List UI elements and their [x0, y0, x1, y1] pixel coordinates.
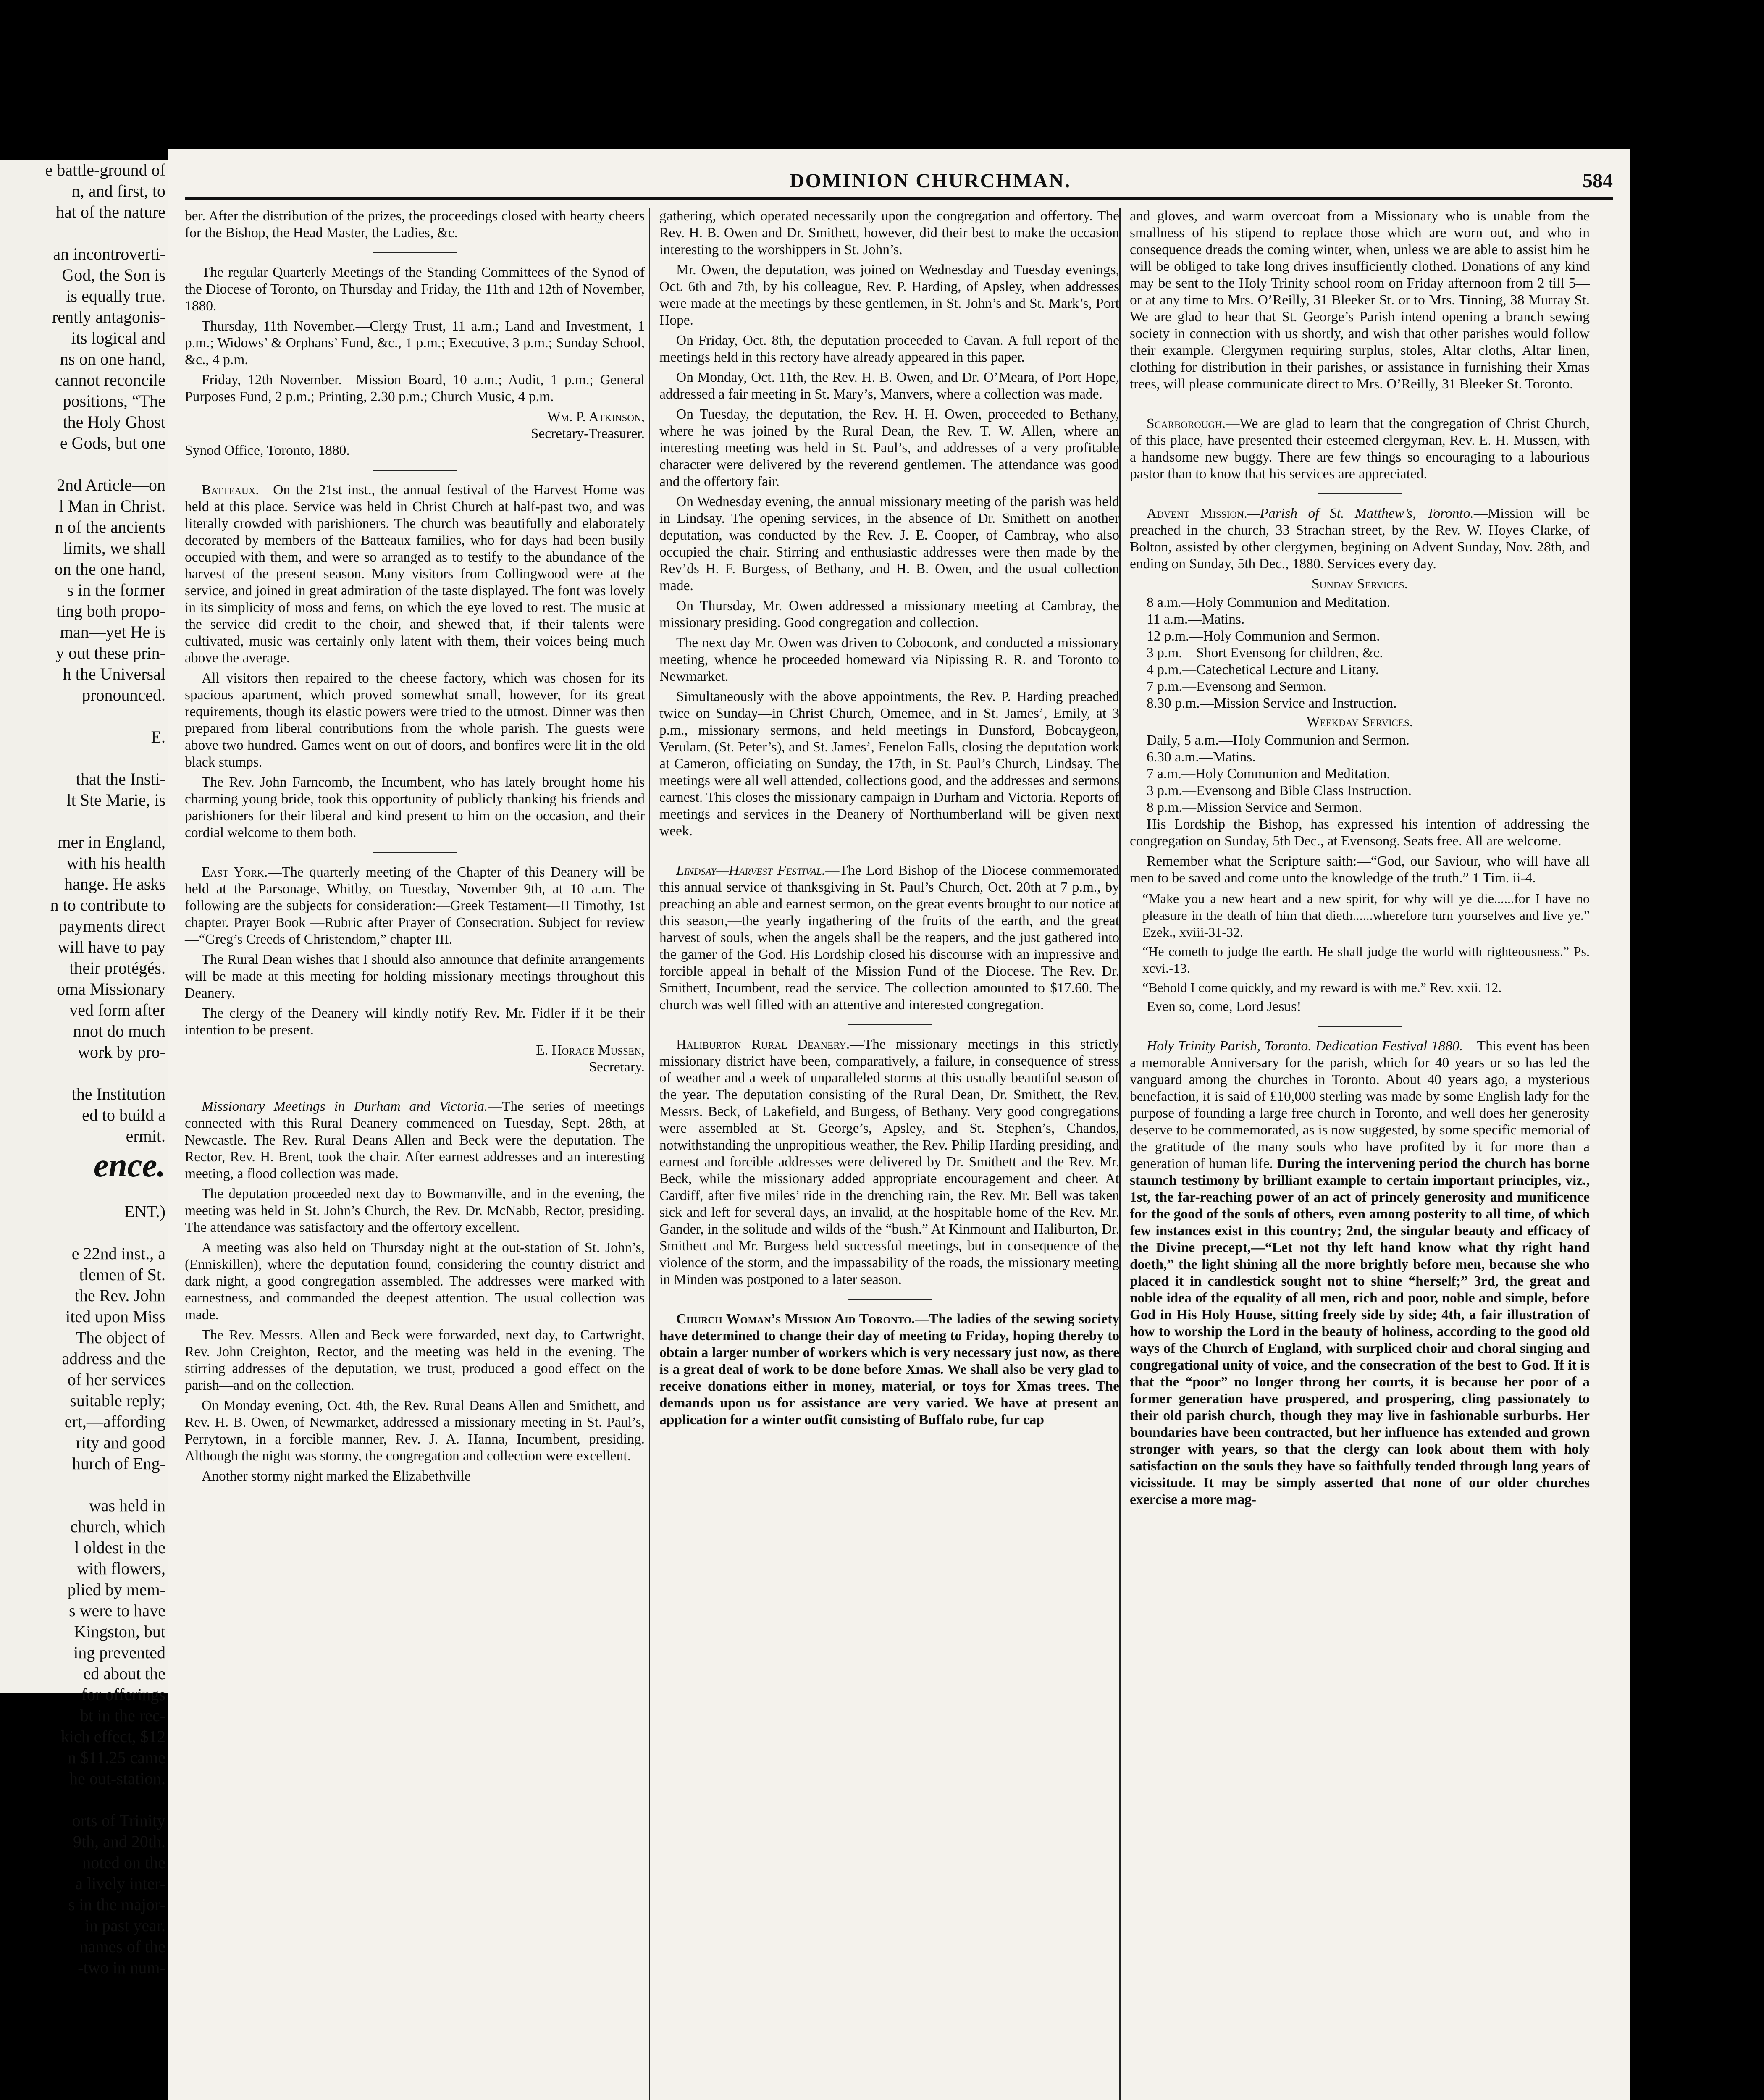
adjacent-page-fragment: mer in England,: [58, 832, 165, 851]
adjacent-page-fragment: man—yet He is: [60, 622, 165, 641]
column-3: [1130, 208, 1590, 2100]
adjacent-page-fragment: h the Universal: [63, 664, 165, 683]
signature: E. Horace Mussen,: [536, 1042, 645, 1058]
adjacent-page-fragment: on the one hand,: [54, 559, 165, 578]
article-paragraph: The deputation proceeded next day to Bowmanville, and in the evening, the meeting was held in St. John’s Church, the Rev. Dr. McNabb, Rector, presiding. The attendance was satisfactory and the offertory excellent.: [185, 1186, 645, 1235]
adjacent-page-fragment: Kingston, but: [74, 1622, 165, 1641]
adjacent-page-fragment: The object of: [76, 1328, 165, 1347]
article-text: —We are glad to learn that the congregation of Christ Church, of this place, have presented their esteemed clergyman, Rev. E. H. Mussen, with a handsome new buggy. There are few things so encouraging to a labourious pastor than to know that his services are appreciated.: [1130, 416, 1590, 482]
schedule-item: 8 p.m.—Mission Service and Sermon.: [1147, 800, 1362, 815]
article-heading: East York.: [202, 864, 268, 880]
article-paragraph: Mr. Owen, the deputation, was joined on Wednesday and Tuesday evenings, Oct. 6th and 7th, by his colleague, Rev. P. Harding, of Apsley, when addresses were made at the meetings by these gentlemen, in St. John’s and St. Mark’s, Port Hope.: [659, 262, 1119, 328]
schedule-item: 7 a.m.—Holy Communion and Meditation.: [1147, 766, 1390, 782]
adjacent-page-fragment: nnot do much: [73, 1021, 165, 1040]
column-1: [185, 208, 645, 2100]
column-divider: [649, 208, 650, 2100]
article-text: —The ladies of the sewing society have determined to change their day of meeting to Friday, hoping thereby to obtain a larger number of workers which is very necessary just now, as there is a great deal of work to be done before Xmas. We shall also be very glad to receive donations either in money, material, or toys for Xmas trees. The demands upon us for assistance are very varied. We have at present an application for a winter outfit consisting of Buffalo robe, fur cap: [659, 1311, 1119, 1428]
adjacent-page-fragment: ermit.: [126, 1126, 165, 1145]
article-paragraph: His Lordship the Bishop, has expressed his intention of addressing the congregation on Sunday, 5th Dec., at Evensong. Seats free. All are welcome.: [1130, 816, 1590, 849]
adjacent-page-fragment: pronounced.: [82, 685, 165, 704]
adjacent-page-fragment: e battle-ground of: [45, 160, 165, 179]
article-paragraph: The regular Quarterly Meetings of the Standing Committees of the Synod of the Diocese of Toronto, on Thursday and Friday, the 11th and 12th of November, 1880.: [185, 265, 645, 314]
article-paragraph: Thursday, 11th November.—Clergy Trust, 11 a.m.; Land and Investment, 1 p.m.; Widows’ & Orphans’ Fund, &c., 1 p.m.; Executive, 3 p.m.; Sunday School, &c., 4 p.m.: [185, 318, 645, 368]
adjacent-page-fragment: positions, “The: [63, 391, 165, 410]
adjacent-page-fragment: s were to have: [69, 1601, 165, 1620]
article-paragraph: Remember what the Scripture saith:—“God, our Saviour, who will have all men to be saved and come unto the knowledge of the truth.” 1 Tim. ii-4.: [1130, 853, 1590, 886]
article-paragraph: [1130, 505, 1590, 572]
article-text: —The Lord Bishop of the Diocese commemorated this annual service of thanksgiving in St. Paul’s Church, Oct. 20th at 7 p.m., by preaching an able and earnest sermon, on the great events brought to our notice at this season,—the yearly ingathering of the fruits of the earth, and the great harvest of souls, when the angels shall be the reapers, and the just gathered into the garner of the God. His Lordship closed his discourse with an impressive and forcible appeal in behalf of the Mission Fund of the Diocese. The Rev. Dr. Smithett, Incumbent, read the service. The collection amounted to $17.60. The church was well filled with an attentive and interested congregation.: [659, 863, 1120, 1013]
adjacent-page-fragment: hurch of Eng-: [72, 1454, 165, 1473]
article-paragraph: The Rev. John Farncomb, the Incumbent, who has lately brought home his charming young bride, took this opportunity of publicly thanking his friends and parishioners for their liberal and kind present to him on the occasion, and their cordial welcome to them both.: [185, 774, 645, 840]
adjacent-page-fragment: with flowers,: [76, 1559, 165, 1578]
article-paragraph: ber. After the distribution of the prizes, the proceedings closed with hearty cheers for the Bishop, the Head Master, the Ladies, &c.: [185, 208, 645, 241]
adjacent-page-fragment: the Holy Ghost: [63, 412, 165, 431]
schedule-item: Daily, 5 a.m.—Holy Communion and Sermon.: [1147, 732, 1410, 748]
adjacent-page-fragment: its logical and: [71, 328, 165, 347]
adjacent-page-fragment: hange. He asks: [64, 874, 165, 893]
adjacent-page-fragment: e Gods, but one: [60, 433, 165, 452]
adjacent-page-fragment: -two in num-: [78, 1958, 165, 1977]
adjacent-page-fragment: noted on the: [82, 1853, 165, 1872]
article-paragraph: gathering, which operated necessarily upon the congregation and offertory. The Rev. H. B. Owen and Dr. Smithett, however, did their best to make the occasion interesting to the worshippers in St. John’s.: [659, 208, 1119, 257]
article-heading: Lindsay—Harvest Festival.: [676, 863, 825, 878]
adjacent-page-heading: ence.: [93, 1147, 165, 1184]
article-paragraph: On Wednesday evening, the annual missionary meeting of the parish was held in Lindsay. The opening services, in the absence of Dr. Smithett on another deputation, was conducted by the Rev. J. E. Cooper, of Cambray, who also occupied the chair. Stirring and enthusiastic addresses were then made by the Rev’ds H. F. Burgess, of Bethany, and H. B. Owen, and the usual collection made.: [659, 494, 1119, 593]
adjacent-page-fragment: will have to pay: [58, 937, 165, 956]
article-text: —Mission will be preached in the church, 33 Strachan street, by the Rev. W. Hoyes Clarke, of Bolton, assisted by other clergymen, begining on Advent Sunday, Nov. 28th, and ending on Sunday, 5th Dec., 1880. Services every day.: [1130, 506, 1590, 572]
article-paragraph: On Monday, Oct. 11th, the Rev. H. B. Owen, and Dr. O’Meara, of Port Hope, addressed a fair meeting in St. Mary’s, Manvers, where a collection was made.: [659, 370, 1119, 402]
adjacent-page-fragment: a lively inter-: [75, 1874, 165, 1893]
adjacent-page-fragment: n of the ancients: [55, 517, 165, 536]
article-text-bold: During the intervening period the church has borne staunch testimony by brilliant example to certain important principles, viz., 1st, the far-reaching power of an act of princely generosity and munificence for the good of the souls of others, even among posterity to all time, of which few instances exist in this country; 2nd, the singular beauty and efficacy of the Divine precept,—“Let not thy left hand know what thy right hand doeth,” the light shining all the more brightly before men, because she who placed it in candlestick sought not to shine “herself;” 3rd, the great and noble idea of the equality of all men, rich and poor, noble and simple, before God in His Holy House, sitting freely side by side; 4th, a fair illustration of how to worship the Lord in the beauty of holiness, according to the good old ways of the Church of England, with surpliced choir and choral singing and congregational unity of voice, and the consecration of the best to God. If it is that the “poor” no longer throng her courts, it is because her poor of a former generation have prospered, and prospering, cling passionately to their old parish church, though they may live in fashionable surburbs. Her boundaries have been contracted, but her influence has extended and grown stronger with years, so that the clergy can look about them with holy satisfaction on the souls they have so faithfully tended through long years of vicissitude. It may be simply asserted that none of our older churches exercise a more mag-: [1130, 1156, 1590, 1507]
article-paragraph: On Monday evening, Oct. 4th, the Rev. Rural Deans Allen and Smithett, and Rev. H. B. Owen, of Newmarket, addressed a missionary meeting in St. Paul’s, Perrytown, in a forcible manner, Rev. J. A. Hanna, Incumbent, presiding. Although the night was stormy, the congregation and collection were excellent.: [185, 1398, 645, 1464]
adjacent-page-fragment: E.: [151, 727, 165, 746]
adjacent-page-fragment: n, and first, to: [71, 181, 165, 200]
adjacent-page-fragment: of her services: [67, 1370, 165, 1389]
adjacent-page-fragment: kich effect, $12: [60, 1727, 165, 1746]
adjacent-page-fragment: ENT.): [124, 1202, 165, 1221]
adjacent-page-fragment: y out these prin-: [55, 643, 165, 662]
article-paragraph: [659, 1036, 1119, 1288]
article-paragraph: [185, 482, 645, 667]
section-separator: [373, 852, 457, 853]
adjacent-page-fragment: ert,—affording: [64, 1412, 165, 1431]
adjacent-page-fragment: an incontroverti-: [53, 244, 165, 263]
schedule-item: 6.30 a.m.—Matins.: [1147, 749, 1256, 765]
adjacent-page-fragment: church, which: [70, 1517, 165, 1536]
adjacent-page-fragment: cannot reconcile: [55, 370, 165, 389]
section-separator: [373, 252, 457, 253]
adjacent-page-fragment: hat of the nature: [56, 202, 165, 221]
masthead-title: DOMINION CHURCHMAN.: [790, 170, 1071, 192]
adjacent-page-fragment: ing prevented: [74, 1643, 165, 1662]
article-paragraph: Even so, come, Lord Jesus!: [1147, 999, 1302, 1014]
article-text: —The quarterly meeting of the Chapter of this Deanery will be held at the Parsonage, Whitby, on Tuesday, November 9th, at 10 a.m. The following are the subjects for consideration:—Greek Testament—II Timothy, 1st chapter. Prayer Book —Rubric after Prayer of Consecration. Subject for review—“Greg’s Creeds of Christendom,” chapter III.: [185, 864, 645, 947]
scripture-quote: “Behold I come quickly, and my reward is with me.” Rev. xxii. 12.: [1142, 980, 1502, 995]
article-paragraph: [659, 1311, 1119, 1428]
article-text: —On the 21st inst., the annual festival of the Harvest Home was held at this place. Service was held in Christ Church at half-past two, and was literally crowded with parishioners. The church was beautifully and elaborately decorated by members of the Batteaux families, who for days had been busily occupied with them, and were so arranged as to testify to the abundance of the harvest of the present season. Many visitors from Collingwood were at the service, and joined in great admiration of the taste displayed. The font was lovely in its simplicity of moss and ferns, on which the eye loved to rest. The music at the service did credit to the choir, and shewed that, if their talents were cultivated, music was certainly only latent with them, their voices being much above the average.: [185, 482, 645, 666]
article-subheading: —Parish of St. Matthew’s, Toronto.: [1247, 506, 1474, 521]
adjacent-page-fragment: l oldest in the: [74, 1538, 165, 1557]
adjacent-page-fragment: e 22nd inst., a: [71, 1244, 165, 1263]
adjacent-page-fragment: he out-station.: [69, 1769, 165, 1788]
article-paragraph: Simultaneously with the above appointments, the Rev. P. Harding preached twice on Sunday—in Christ Church, Omemee, and in St. James’, Emily, at 3 p.m., missionary sermons, and held meetings in Dunsford, Bobcaygeon, Verulam, (St. Peter’s), and St. James’, Fenelon Falls, closing the deputation work at Cameron, officiating on Sunday, the 17th, in St. Paul’s Church, Lindsay. The meetings were all well attended, collections good, and the addresses and sermons earnest. This closes the missionary campaign in Durham and Victoria. Reports of meetings and services in the Deanery of Northumberland will be given next week.: [659, 689, 1119, 839]
scripture-quote: “Make you a new heart and a new spirit, for why will ye die......for I have no pleasure in the death of him that dieth......wherefore turn yourselves and live ye.” Ezek., xviii-31-32.: [1142, 891, 1590, 940]
schedule-item: 3 p.m.—Evensong and Bible Class Instruction.: [1147, 783, 1412, 798]
adjacent-page-fragment: n to contribute to: [50, 895, 165, 914]
signature-title: Secretary.: [589, 1059, 645, 1075]
adjacent-page-fragment: ns on one hand,: [60, 349, 165, 368]
article-heading: Haliburton Rural Deanery.: [676, 1037, 850, 1052]
article-paragraph: and gloves, and warm overcoat from a Missionary who is unable from the smallness of his stipend to replace those which are worn out, and who in consequence dreads the coming winter, when, unless we are able to assist him he will be obliged to take long drives insufficiently clothed. Donations of any kind may be sent to the Holy Trinity school room on Friday afternoon from 2 till 5—or at any time to Mrs. O’Reilly, 31 Bleeker St. or to Mrs. Tinning, 38 Murray St. We are glad to hear that St. George’s Parish intend opening a branch sewing society in connection with us shortly, and wish that other parishes would follow their example. Clergymen requiring surplus, stoles, Altar cloths, Altar linen, clothing for distribution in their parishes, or assistance in furnishing their Xmas trees, will please communicate direct to Mrs. O’Reilly, 31 Bleeker St. Toronto.: [1130, 208, 1590, 392]
schedule-heading: Weekday Services.: [1306, 714, 1413, 730]
article-paragraph: [659, 862, 1119, 1013]
adjacent-page-fragment: s in the major-: [68, 1895, 165, 1914]
adjacent-page-fragment: address and the: [62, 1349, 165, 1368]
adjacent-page-fragment: payments direct: [58, 916, 165, 935]
adjacent-page-fragment: ting both propo-: [56, 601, 165, 620]
schedule-item: 12 p.m.—Holy Communion and Sermon.: [1147, 628, 1380, 644]
adjacent-page-fragment: tlemen of St.: [79, 1265, 165, 1284]
signature-title: Secretary-Treasurer.: [530, 426, 645, 441]
page-number: 584: [1583, 170, 1613, 192]
adjacent-page-fragment: with his health: [66, 853, 165, 872]
schedule-item: 4 p.m.—Catechetical Lecture and Litany.: [1147, 662, 1379, 677]
page-header: [168, 166, 1630, 200]
adjacent-page-fragment: ited upon Miss: [66, 1307, 165, 1326]
schedule-item: 8.30 p.m.—Mission Service and Instruction.: [1147, 696, 1397, 711]
adjacent-page-fragment: suitable reply;: [70, 1391, 165, 1410]
article-text: —This event has been a memorable Anniversary for the parish, which for 40 years or so has led the vanguard among the churches in Toronto. About 40 years ago, a mysterious benefaction, it is said of £10,000 sterling was made by some English lady for the purpose of founding a large free church in Toronto, and well does her generosity deserve to be commemorated, as is now suggested, by some specific memorial of the gratitude of the many souls who have profited by it for more than a generation of human life.: [1130, 1038, 1590, 1171]
article-paragraph: All visitors then repaired to the cheese factory, which was chosen for its spacious apartment, which proved somewhat small, however, for its great requirements, though its elastic powers were tried to the utmost. Dinner was then prepared from liberal contributions from the whole parish. The guests were above two hundred. Games went on out of doors, and bonfires were lit in the old black stumps.: [185, 670, 645, 770]
article-heading: Missionary Meetings in Durham and Victoria.: [202, 1099, 488, 1114]
adjacent-page-fragment: lt Ste Marie, is: [66, 790, 165, 809]
article-paragraph: Another stormy night marked the Elizabethville: [202, 1468, 471, 1484]
article-heading: Batteaux.: [202, 482, 259, 498]
adjacent-page-fragment: 9th, and 20th.: [73, 1832, 165, 1851]
article-paragraph: [1130, 1038, 1590, 1508]
adjacent-page-strip: [0, 160, 168, 1977]
adjacent-page-fragment: n $11.25 came: [68, 1748, 165, 1767]
column-divider: [1119, 208, 1121, 2100]
adjacent-page-fragment: ed to build a: [82, 1105, 165, 1124]
adjacent-page-fragment: that the Insti-: [76, 769, 165, 788]
article-heading: Church Woman’s Mission Aid Toronto.: [676, 1311, 915, 1327]
adjacent-page-fragment: the Rev. John: [74, 1286, 165, 1305]
adjacent-page-fragment: s in the former: [67, 580, 165, 599]
article-paragraph: [185, 1098, 645, 1182]
adjacent-page-fragment: limits, we shall: [63, 538, 165, 557]
article-paragraph: Friday, 12th November.—Mission Board, 10 a.m.; Audit, 1 p.m.; General Purposes Fund, 2 p.m.; Printing, 2.30 p.m.; Church Music, 4 p.m.: [185, 372, 645, 404]
adjacent-page-fragment: God, the Son is: [62, 265, 165, 284]
section-separator: [848, 1299, 932, 1300]
article-paragraph: [1130, 415, 1590, 483]
schedule-item: 11 a.m.—Matins.: [1147, 612, 1245, 627]
adjacent-page-fragment: for offerings: [81, 1685, 165, 1704]
schedule-item: 3 p.m.—Short Evensong for children, &c.: [1147, 645, 1383, 661]
newspaper-page: [168, 149, 1630, 2100]
adjacent-page-fragment: plied by mem-: [67, 1580, 165, 1599]
adjacent-page-fragment: oma Missionary: [57, 979, 165, 998]
schedule-heading: Sunday Services.: [1312, 576, 1408, 592]
article-text: —The series of meetings connected with this Rural Deanery commenced on Tuesday, Sept. 28th, at Newcastle. The Rev. Rural Deans Allen and Beck were the deputation. The Rector, Rev. H. Brent, took the chair. After earnest addresses and an interesting meeting, a flood collection was made.: [185, 1099, 645, 1181]
article-heading: Holy Trinity Parish, Toronto. Dedication Festival 1880.: [1147, 1038, 1463, 1054]
article-paragraph: On Friday, Oct. 8th, the deputation proceeded to Cavan. A full report of the meetings held in this rectory have already appeared in this paper.: [659, 333, 1119, 365]
signature: Wm. P. Atkinson,: [547, 409, 645, 425]
article-paragraph: A meeting was also held on Thursday night at the out-station of St. John’s, (Enniskillen), where the deputation found, considering the country district and dark night, a good congregation assembled. The addresses were marked with earnestness, and commanded the deepest attention. The usual collection was made.: [185, 1240, 645, 1323]
adjacent-page-fragment: the Institution: [71, 1084, 165, 1103]
adjacent-page-fragment: orts of Trinity: [72, 1811, 165, 1830]
dateline: Synod Office, Toronto, 1880.: [185, 443, 350, 458]
adjacent-page-fragment: ed about the: [83, 1664, 165, 1683]
schedule-item: 8 a.m.—Holy Communion and Meditation.: [1147, 595, 1390, 610]
section-separator: [848, 1024, 932, 1025]
article-paragraph: The next day Mr. Owen was driven to Coboconk, and conducted a missionary meeting, whence he proceeded homeward via Nipissing R. R. and Toronto to Newmarket.: [659, 635, 1119, 684]
adjacent-page-fragment: l Man in Christ.: [59, 496, 165, 515]
header-rule: [185, 197, 1613, 200]
adjacent-page-fragment: 2nd Article—on: [57, 475, 165, 494]
article-paragraph: The Rev. Messrs. Allen and Beck were forwarded, next day, to Cartwright, Rev. John Creighton, Rector, and the meeting was held in the evening. The stirring addresses of the deputation, we trust, produced a good effect on the parish—and on the collection.: [185, 1327, 645, 1393]
adjacent-page-fragment: was held in: [89, 1496, 165, 1515]
adjacent-page-fragment: rently antagonis-: [52, 307, 165, 326]
article-heading: Advent Mission.: [1147, 506, 1247, 521]
adjacent-page-fragment: is equally true.: [66, 286, 165, 305]
article-paragraph: The Rural Dean wishes that I should also announce that definite arrangements will be made at this meeting for holding missionary meetings throughout this Deanery.: [185, 952, 645, 1001]
adjacent-page-fragment: bt in the rec-: [80, 1706, 165, 1725]
adjacent-page-fragment: ved form after: [69, 1000, 165, 1019]
adjacent-page-fragment: rity and good: [76, 1433, 165, 1452]
schedule-item: 7 p.m.—Evensong and Sermon.: [1147, 679, 1327, 694]
section-separator: [373, 470, 457, 471]
section-separator: [848, 850, 932, 851]
article-paragraph: [185, 864, 645, 948]
adjacent-page-fragment: in past year.: [84, 1916, 165, 1935]
column-2: [659, 208, 1119, 2100]
scripture-quote: “He cometh to judge the earth. He shall judge the world with righteousness.” Ps. xcvi.-13.: [1142, 944, 1590, 976]
section-separator: [1318, 1026, 1402, 1027]
article-text: —The missionary meetings in this strictly missionary district have been, comparatively, a failure, in consequence of stress of weather and a week of unparalleled storms at this usually beautiful season of the year. The deputation consisting of the Rural Dean, Dr. Smithett, the Rev. Messrs. Beck, of Lakefield, and Burgess, of Bethany. Very good congregations were assembled at St. George’s, Apsley, and St. Stephen’s, Chandos, notwithstanding the unpropitious weather, the Rev. Philip Harding presiding, and earnest and forcible addresses were delivered by Dr. Smithett and the Rev. Mr. Beck, while the missionary added appropriate encouragement and cheer. At Cardiff, after five miles’ ride in the drenching rain, the Rev. Mr. Bell was taken sick and left for several days, an invalid, at the hospitable home of the Rev. Mr. Gander, in the solitude and wilds of the “bush.” At Kinmount and Haliburton, Dr. Smithett and Mr. Burgess held successful meetings, but in consequence of the violence of the storm, and the impassability of the roads, the missionary meeting in Minden was postponed to a later season.: [659, 1037, 1119, 1287]
adjacent-page-fragment: their protégés.: [69, 958, 165, 977]
article-paragraph: On Thursday, Mr. Owen addressed a missionary meeting at Cambray, the missionary presiding. Good congregation and collection.: [659, 598, 1119, 630]
article-heading: Scarborough.: [1147, 416, 1226, 431]
adjacent-page-fragment: names of the: [79, 1937, 165, 1956]
article-paragraph: The clergy of the Deanery will kindly notify Rev. Mr. Fidler if it be their intention to be present.: [185, 1005, 645, 1038]
article-paragraph: On Tuesday, the deputation, the Rev. H. H. Owen, proceeded to Bethany, where he was joined by the Rural Dean, the Rev. T. W. Allen, where an interesting meeting was held in St. Paul’s, and addresses of a very profitable character were delivered by the reverend gentlemen. The attendance was good and the offertory fair.: [659, 407, 1119, 489]
adjacent-page-fragment: work by pro-: [78, 1042, 165, 1061]
